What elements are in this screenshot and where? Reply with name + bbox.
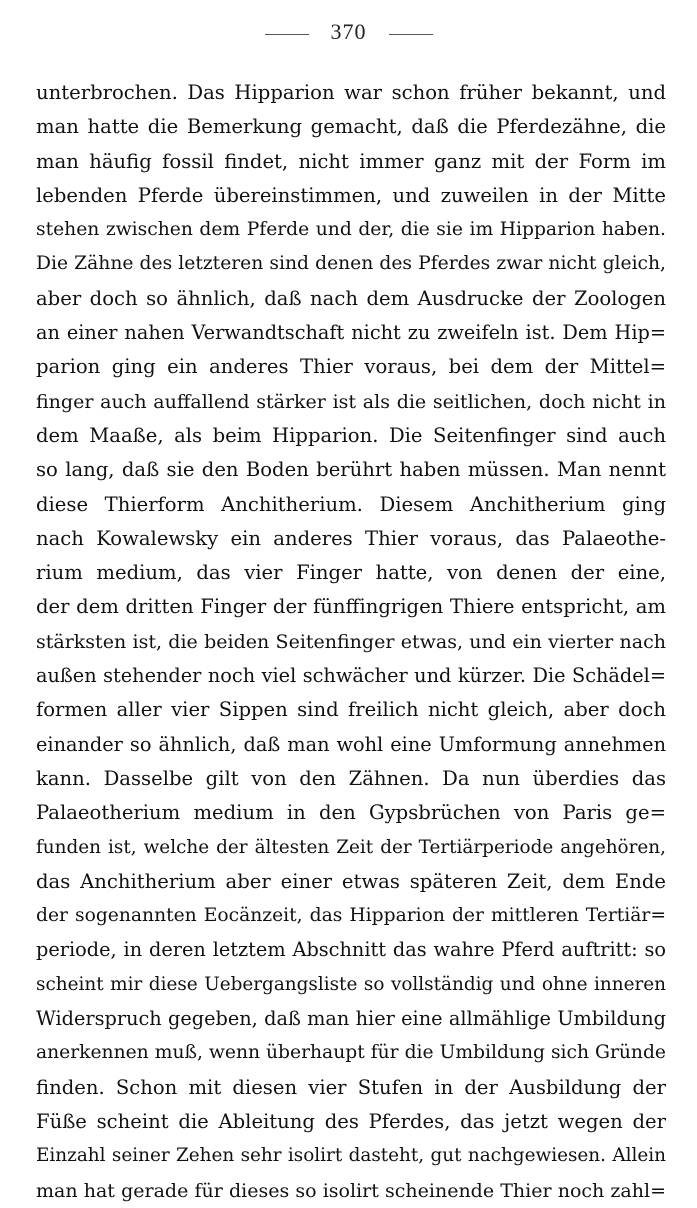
text-line: Die Zähne des letzteren sind denen des Pferdes zwar nicht gleich, [36, 253, 666, 275]
text-line: man hatte die Bemerkung gemacht, daß die Pferdezähne, die [36, 115, 666, 139]
text-line: formen aller vier Sippen sind freilich nicht gleich, aber doch [36, 698, 666, 722]
page-header [0, 12, 697, 52]
text-line: finger auch auffallend stärker ist als die seitlichen, doch nicht in [36, 390, 666, 413]
text-line: Widerspruch gegeben, daß man hier eine allmählige Umbildung [36, 1007, 666, 1031]
text-line: stehen zwischen dem Pferde und der, die sie im Hipparion haben. [36, 219, 666, 241]
text-line: kann. Dasselbe gilt von den Zähnen. Da nun überdies das [36, 766, 666, 790]
text-line: scheint mir diese Uebergangsliste so vollständig und ohne inneren [36, 973, 666, 995]
text-line: das Anchitherium aber einer etwas späteren Zeit, dem Ende [36, 869, 666, 893]
text-line: nach Kowalewsky ein anderes Thier voraus, das Palaeothe- [36, 526, 666, 550]
text-line: man häufig fossil findet, nicht immer ganz mit der Form im [36, 149, 666, 173]
body-text [36, 76, 666, 1208]
text-line: an einer nahen Verwandtschaft nicht zu zweifeln ist. Dem Hip= [36, 321, 666, 345]
text-line: der sogenannten Eocänzeit, das Hipparion der mittleren Tertiär= [36, 905, 666, 927]
header-rule-right [389, 34, 433, 35]
text-line: diese Thierform Anchitherium. Diesem Anchitherium ging [36, 492, 666, 516]
header-rule-left [265, 34, 309, 35]
text-line: Palaeotherium medium in den Gypsbrüchen von Paris ge= [36, 801, 666, 825]
text-line: unterbrochen. Das Hipparion war schon früher bekannt, und [36, 81, 666, 104]
text-line: lebenden Pferde übereinstimmen, und zuweilen in der Mitte [36, 183, 666, 207]
text-line: stärksten ist, die beiden Seitenfinger etwas, und ein vierter nach [36, 630, 666, 653]
text-line: einander so ähnlich, daß man wohl eine Umformung annehmen [36, 732, 666, 756]
text-line: finden. Schon mit diesen vier Stufen in der Ausbildung der [36, 1075, 666, 1099]
text-line: Einzahl seiner Zehen sehr isolirt dasteht, gut nachgewiesen. Allein [36, 1145, 666, 1167]
text-line: der dem dritten Finger der fünffingrigen Thiere entspricht, am [36, 595, 666, 619]
text-line: periode, in deren letztem Abschnitt das wahre Pferd auftritt: so [36, 938, 666, 962]
text-line: man hat gerade für dieses so isolirt scheinende Thier noch zahl= [36, 1179, 666, 1202]
text-line: funden ist, welche der ältesten Zeit der Tertiärperiode angehören, [36, 836, 666, 858]
text-line: aber doch so ähnlich, daß nach dem Ausdrucke der Zoologen [36, 286, 666, 310]
text-line: Füße scheint die Ableitung des Pferdes, das jetzt wegen der [36, 1109, 666, 1133]
text-line: anerkennen muß, wenn überhaupt für die Umbildung sich Gründe [36, 1042, 666, 1064]
text-line: so lang, daß sie den Boden berührt haben müssen. Man nennt [36, 458, 666, 482]
text-line: rium medium, das vier Finger hatte, von denen der eine, [36, 561, 666, 585]
text-line: parion ging ein anderes Thier voraus, bei dem der Mittel= [36, 355, 666, 379]
text-line: außen stehender noch viel schwächer und kürzer. Die Schädel= [36, 664, 666, 688]
text-line: dem Maaße, als beim Hipparion. Die Seitenfinger sind auch [36, 423, 666, 447]
page-number: 370 [330, 19, 367, 44]
